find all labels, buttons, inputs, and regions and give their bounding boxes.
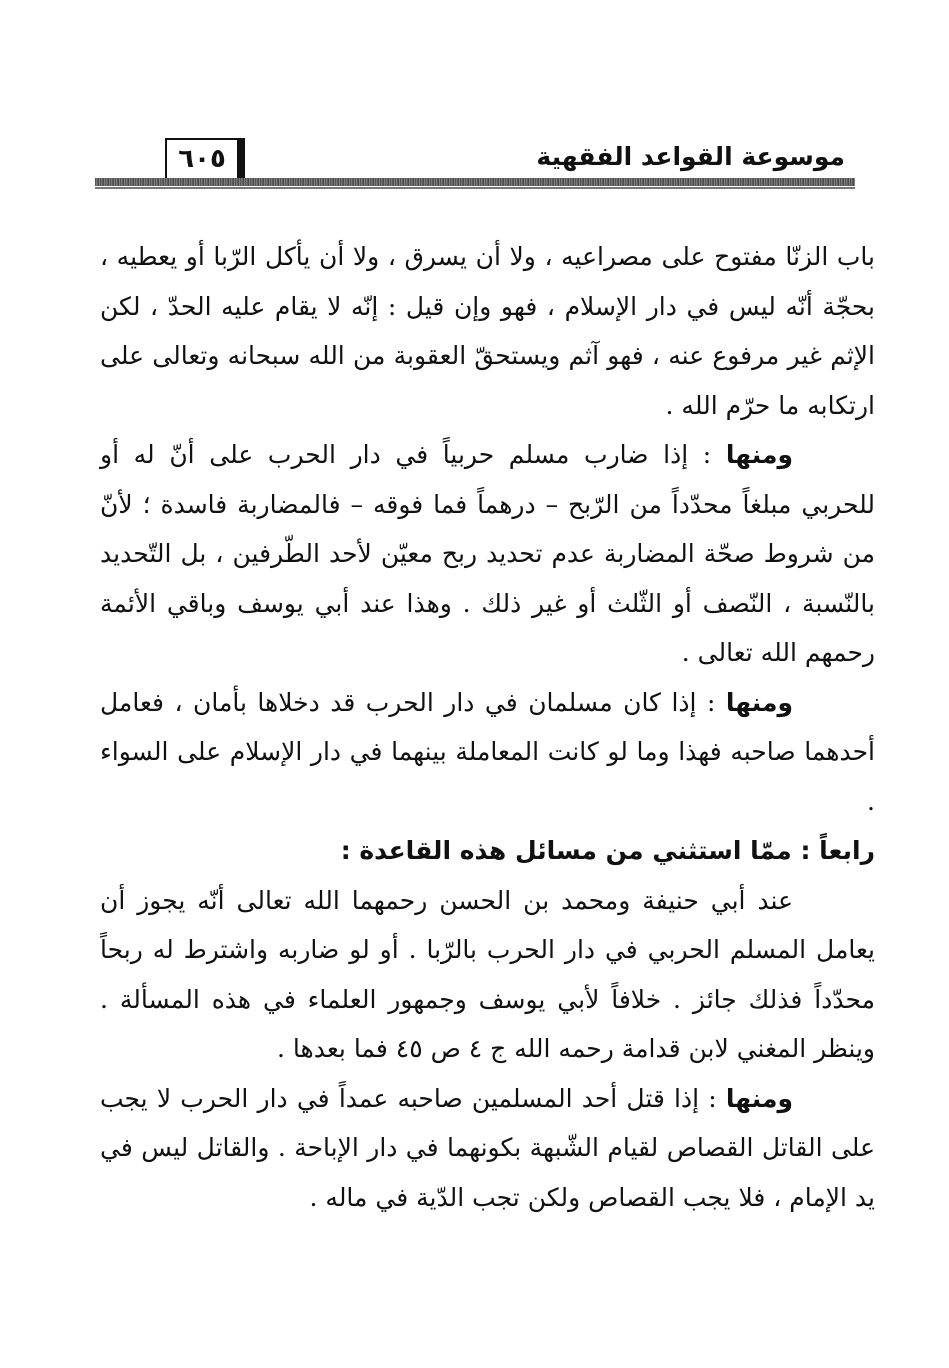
header-rule-thin (95, 187, 855, 189)
paragraph-5 (100, 1074, 875, 1223)
paragraph-5-text: : إذا قتل أحد المسلمين صاحبه عمداً في دار الحرب لا يجب على القاتل القصاص لقيام الشّبهة بكونهما في دار الإباحة . والقاتل ليس في يد الإمام ، فلا يجب القصاص ولكن تجب الدّية في ماله . (100, 1083, 875, 1212)
paragraph-2 (100, 430, 875, 678)
page-number: ٦٠٥ (178, 144, 226, 174)
paragraph-4: عند أبي حنيفة ومحمد بن الحسن رحمهما الله تعالى أنّه يجوز أن يعامل المسلم الحربي في دار الحرب بالرّبا . أو لو ضاربه واشترط له ربحاً محدّداً فذلك جائز . خلافاً لأبي يوسف وجمهور العلماء في هذه المسألة . وينظر المغني لابن قدامة رحمه الله ج ٤ ص ٤٥ فما بعدها . (100, 885, 875, 1063)
header-rule-thick (95, 178, 855, 186)
paragraph-5-lead: ومنها (725, 1083, 793, 1113)
page-number-box (165, 138, 245, 180)
main-text (100, 232, 875, 1222)
paragraph-3-lead: ومنها (725, 687, 793, 717)
paragraph-1: باب الزنّا مفتوح على مصراعيه ، ولا أن يسرق ، ولا أن يأكل الرّبا أو يعطيه ، بحجّة أنّه ليس في دار الإسلام ، فهو وإن قيل : إنّه لا يقام عليه الحدّ ، لكن الإثم غير مرفوع عنه ، فهو آثم ويستحقّ العقوبة من الله سبحانه وتعالى على ارتكابه ما حرّم الله . (100, 242, 875, 420)
paragraph-2-text: : إذا ضارب مسلم حربياً في دار الحرب على أنّ له أو للحربي مبلغاً محدّداً من الرّبح – درهماً فما فوقه – فالمضاربة فاسدة ؛ لأنّ من شروط صحّة المضاربة عدم تحديد ربح معيّن لأحد الطّرفين ، بل التّحديد بالنّسبة ، النّصف أو الثّلث أو غير ذلك . وهذا عند أبي يوسف وباقي الأئمة رحمهم الله تعالى . (100, 440, 875, 667)
running-header (95, 128, 855, 190)
paragraph-3 (100, 678, 875, 827)
paragraph-3-text: : إذا كان مسلمان في دار الحرب قد دخلاها بأمان ، فعامل أحدهما صاحبه فهذا وما لو كانت المعاملة بينهما في دار الإسلام على السواء . (100, 687, 875, 816)
section-heading: رابعاً : ممّا استثني من مسائل هذه القاعدة : (340, 836, 875, 865)
paragraph-2-lead: ومنها (725, 440, 793, 469)
book-title: موسوعة القواعد الفقهية (536, 142, 845, 171)
